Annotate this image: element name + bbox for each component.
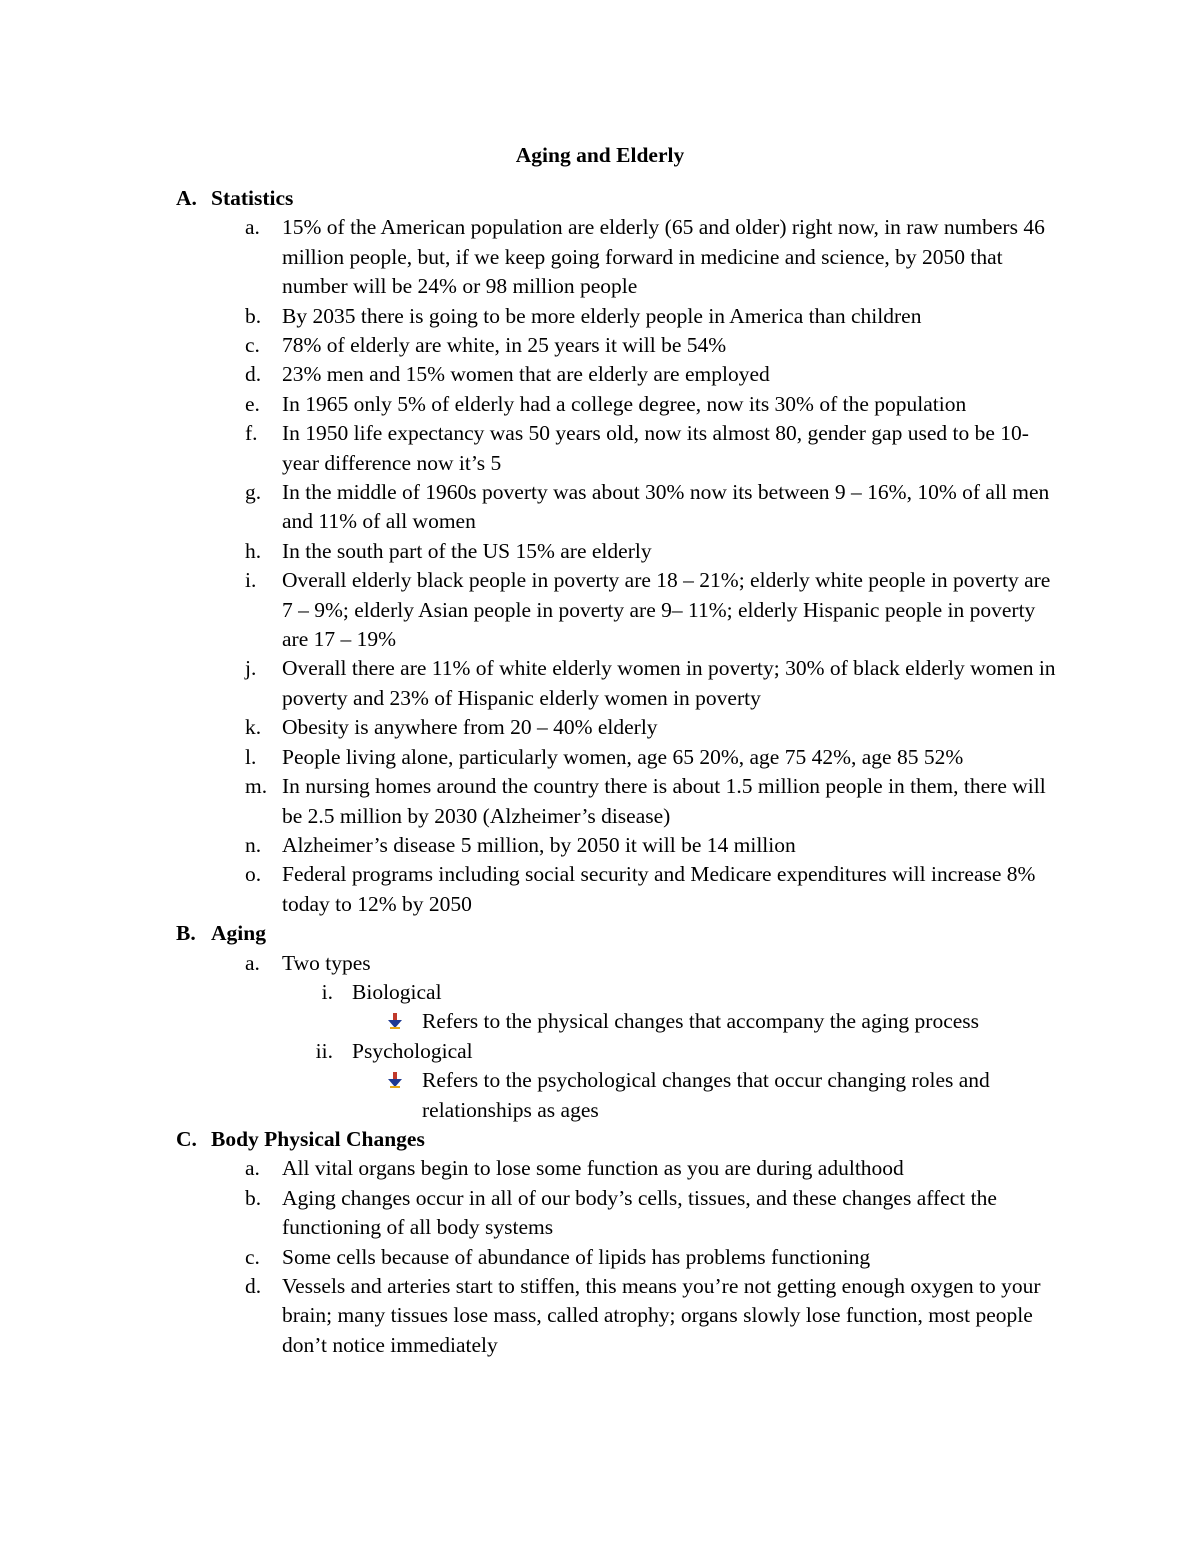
item-text: 15% of the American population are elderly (65 and older) right now, in raw numbers 46 million people, but, if we keep going forward in medicine and science, by 2050 that number will be 24% or 98 million people <box>282 215 1045 299</box>
section-heading <box>0 184 1200 213</box>
list-item <box>0 743 1058 772</box>
list-item <box>0 713 1058 742</box>
list-item <box>0 772 1058 831</box>
list-item <box>0 537 1058 566</box>
section-aging <box>0 919 1200 1125</box>
list-item <box>0 331 1058 360</box>
item-text: Obesity is anywhere from 20 – 40% elderly <box>282 715 658 740</box>
section-heading-text: Aging <box>211 921 266 946</box>
section-heading-text: Body Physical Changes <box>211 1126 425 1151</box>
sub-item-text: Biological <box>352 979 442 1004</box>
list-item <box>0 1154 1058 1183</box>
item-marker: h. <box>245 538 262 563</box>
sub-item-marker: ii. <box>315 1038 333 1063</box>
item-marker: i. <box>245 568 257 593</box>
bullet-item <box>0 1007 1062 1036</box>
item-text: Two types <box>282 950 371 975</box>
bullet-text: Refers to the physical changes that accompany the aging process <box>422 1009 980 1034</box>
item-text: Vessels and arteries start to stiffen, this means you’re not getting enough oxygen to your brain; many tissues lose mass, called atrophy; organs slowly lose function, most people don’t notice immediately <box>282 1273 1041 1357</box>
item-marker: g. <box>245 480 262 505</box>
section-body-physical-changes <box>0 1125 1200 1360</box>
list-item <box>0 860 1058 919</box>
section-statistics <box>0 184 1200 919</box>
section-marker: B. <box>176 921 196 946</box>
item-marker: l. <box>245 744 257 769</box>
item-text: By 2035 there is going to be more elderly people in America than children <box>282 303 922 328</box>
list-item <box>0 360 1058 389</box>
item-text: In the south part of the US 15% are elderly <box>282 538 652 563</box>
section-heading-text: Statistics <box>211 186 294 210</box>
item-text: 78% of elderly are white, in 25 years it will be 54% <box>282 333 727 358</box>
sub-list-item <box>0 1037 1052 1066</box>
item-marker: d. <box>245 362 262 387</box>
item-text: Federal programs including social security and Medicare expenditures will increase 8% today to 12% by 2050 <box>282 862 1036 916</box>
sub-list-item <box>0 978 1052 1007</box>
document-body <box>0 184 1200 1360</box>
document-title: Aging and Elderly <box>515 143 685 167</box>
bullet-item <box>0 1066 1062 1125</box>
item-marker: b. <box>245 1185 262 1210</box>
bullet-text: Refers to the psychological changes that occur changing roles and relationships as ages <box>422 1068 990 1122</box>
item-text: People living alone, particularly women, age 65 20%, age 75 42%, age 85 52% <box>282 744 964 769</box>
item-marker: o. <box>245 862 262 887</box>
section-heading <box>0 919 1200 948</box>
item-marker: k. <box>245 715 262 740</box>
list-item <box>0 1184 1058 1243</box>
item-marker: d. <box>245 1273 262 1298</box>
item-marker: a. <box>245 1156 260 1181</box>
item-text: Some cells because of abundance of lipids has problems functioning <box>282 1244 871 1269</box>
item-text: In 1950 life expectancy was 50 years old, now its almost 80, gender gap used to be 10-year difference now it’s 5 <box>282 421 1029 475</box>
item-text: 23% men and 15% women that are elderly are employed <box>282 362 770 387</box>
list-item <box>0 566 1058 654</box>
sub-item-marker: i. <box>321 979 333 1004</box>
item-marker: a. <box>245 215 260 240</box>
arrow-bullet-icon <box>388 1013 402 1031</box>
item-text: In 1965 only 5% of elderly had a college degree, now its 30% of the population <box>282 391 967 416</box>
item-marker: a. <box>245 950 260 975</box>
section-marker: C. <box>176 1126 197 1151</box>
section-marker: A. <box>176 186 197 210</box>
section-heading <box>0 1125 1200 1154</box>
list-item <box>0 1272 1058 1360</box>
list-item <box>0 390 1058 419</box>
arrow-bullet-icon <box>388 1072 402 1090</box>
item-marker: c. <box>245 1244 260 1269</box>
item-marker: e. <box>245 391 260 416</box>
list-item <box>0 654 1058 713</box>
item-marker: j. <box>245 656 257 681</box>
item-text: Overall elderly black people in poverty are 18 – 21%; elderly white people in poverty are 7 – 9%; elderly Asian people in poverty are 9– 11%; elderly Hispanic people in poverty are 17 – 19% <box>282 568 1051 652</box>
item-text: Alzheimer’s disease 5 million, by 2050 it will be 14 million <box>282 832 796 857</box>
sub-item-text: Psychological <box>352 1038 473 1063</box>
item-text: Overall there are 11% of white elderly women in poverty; 30% of black elderly women in poverty and 23% of Hispanic elderly women in poverty <box>282 656 1056 710</box>
list-item <box>0 949 1058 978</box>
item-text: Aging changes occur in all of our body’s cells, tissues, and these changes affect the functioning of all body systems <box>282 1185 997 1240</box>
item-marker: f. <box>245 421 258 446</box>
list-item <box>0 419 1058 478</box>
list-item <box>0 1243 1058 1272</box>
item-text: In nursing homes around the country there is about 1.5 million people in them, there will be 2.5 million by 2030 (Alzheimer’s disease) <box>282 774 1046 828</box>
item-text: In the middle of 1960s poverty was about 30% now its between 9 – 16%, 10% of all men and 11% of all women <box>282 480 1050 534</box>
item-marker: c. <box>245 333 260 358</box>
item-marker: m. <box>245 774 268 799</box>
item-marker: b. <box>245 303 262 328</box>
list-item <box>0 831 1058 860</box>
list-item <box>0 213 1058 301</box>
list-item <box>0 478 1058 537</box>
item-marker: n. <box>245 832 262 857</box>
item-text: All vital organs begin to lose some function as you are during adulthood <box>282 1156 904 1181</box>
list-item <box>0 302 1058 331</box>
